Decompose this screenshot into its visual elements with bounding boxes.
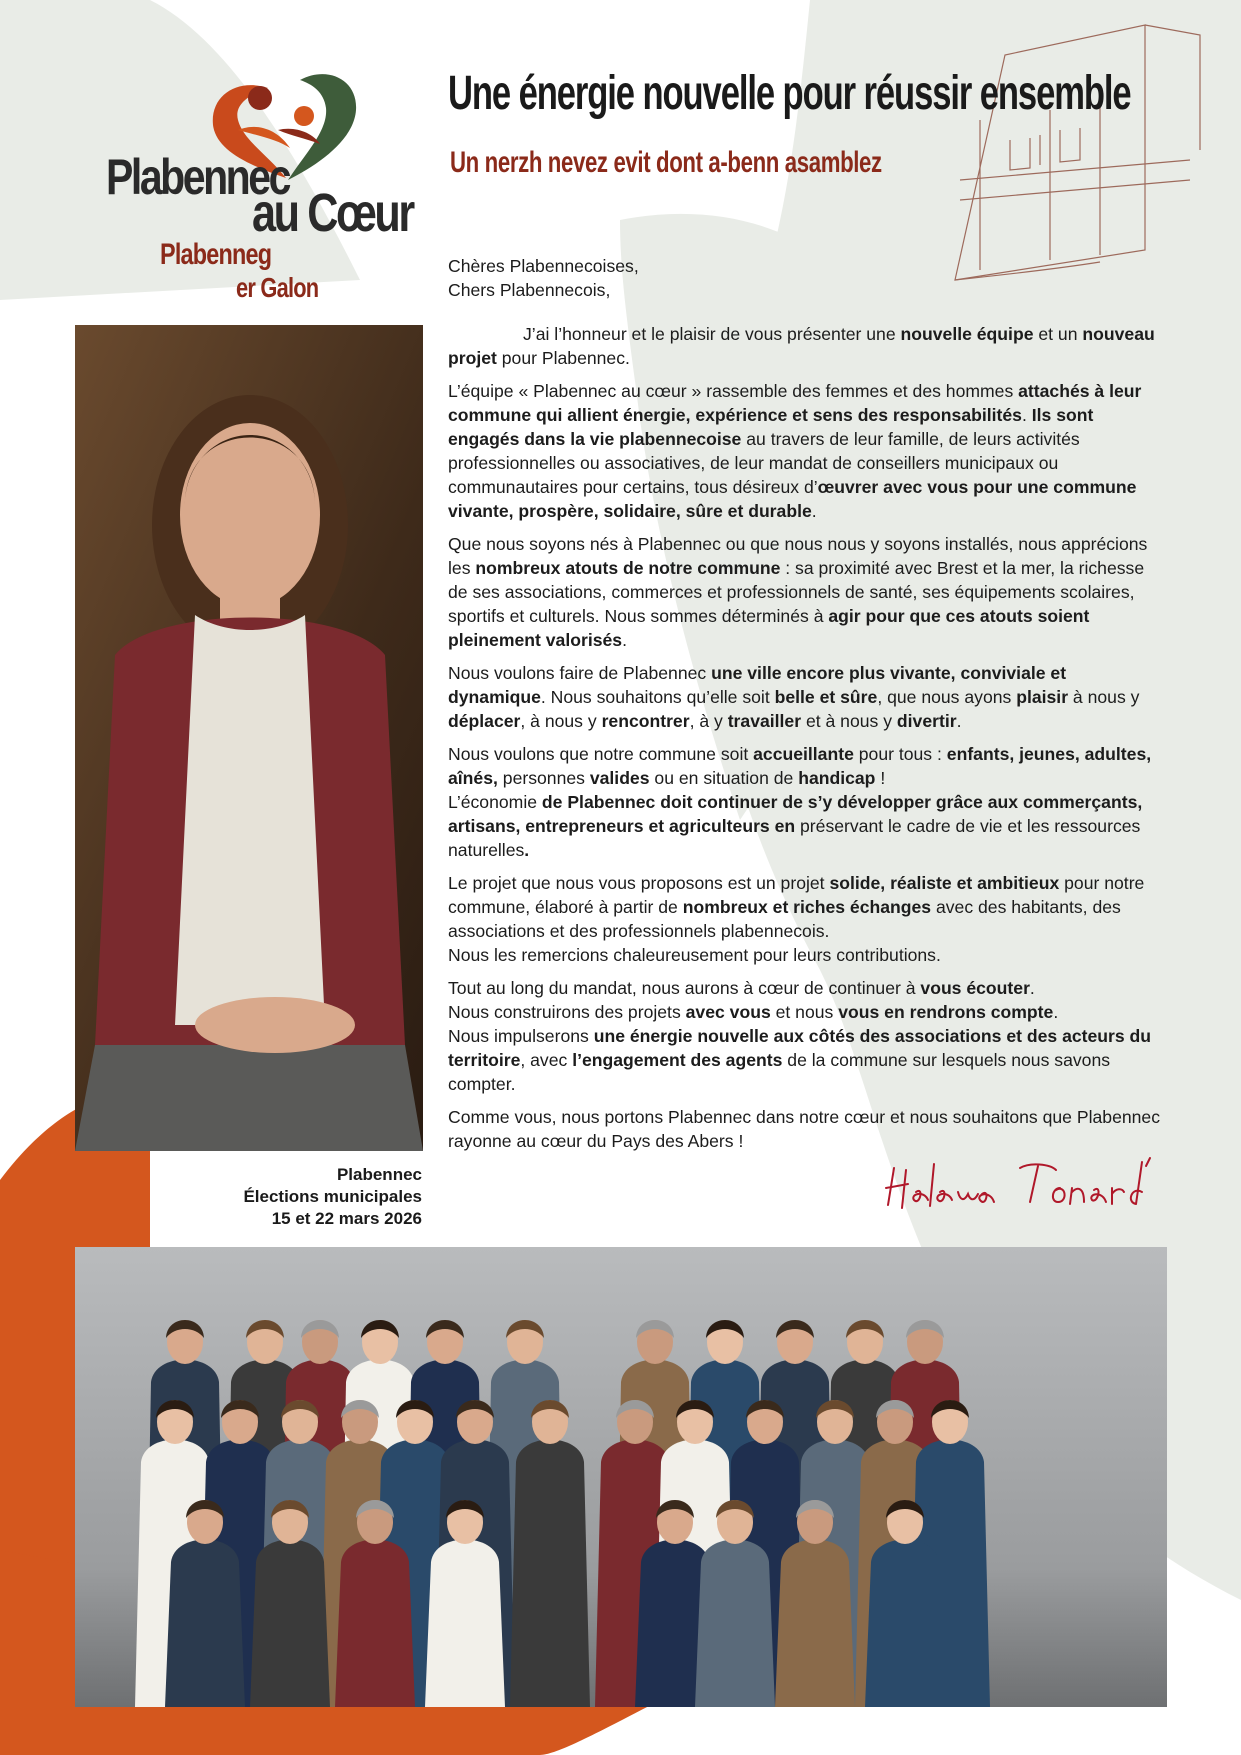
team-member-body [510,1440,590,1708]
letter-paragraph [448,742,1162,862]
body-text: à nous y [1068,687,1140,707]
body-text: pour Plabennec. [496,348,630,368]
body-text: . [1053,1002,1059,1022]
election-dates: 15 et 22 mars 2026 [271,1209,422,1228]
letter-line [448,744,1151,788]
team-group-photo [75,1247,1167,1707]
body-text: au travers de leur famille, de leurs activités professionnelles ou associatives, de leur mandat de conseillers municipaux ou communautaires pour certains, tous désireux d’ [448,429,1080,497]
page-subheadline-breton: Un nerzh nevez evit dont a-benn asamblez [450,146,882,179]
emphasis-text: plaisir [1016,687,1069,707]
emphasis-text: vous en rendrons compte [838,1002,1054,1022]
emphasis-text: travailler [727,711,802,731]
body-text: ou en situation de [649,768,799,788]
letter-paragraph [448,532,1162,652]
emphasis-text: une énergie nouvelle aux côtés des associations et des acteurs du territoire [448,1026,1152,1070]
emphasis-text: valides [589,768,650,788]
letter-body [448,254,1162,1162]
letter-greeting [448,254,1162,302]
body-text: , à y [689,711,728,731]
letter-paragraph [448,976,1162,1096]
campaign-logo [100,70,413,310]
body-text: pour tous : [853,744,947,764]
team-member-body [425,1540,505,1708]
team-member-body [335,1540,415,1708]
logo-breton-line2: er Galon [236,272,319,303]
body-text: ! [875,768,886,788]
letter-paragraph [448,661,1162,733]
body-text: . [811,501,817,521]
emphasis-text: enfants, jeunes, adultes, aînés, [448,744,1152,788]
body-text: avec des habitants, des associations et des professionnels plabennecois. [448,897,1121,941]
team-member-body [775,1540,855,1708]
team-member-body [250,1540,330,1708]
body-text: Le projet que nous vous proposons est un projet [448,873,830,893]
letter-line [448,978,1035,998]
emphasis-text: attachés à leur commune qui allient énergie, expérience et sens des responsabilités [448,381,1142,425]
emphasis-text: l’engagement des agents [572,1050,783,1070]
election-town: Plabennec [336,1165,422,1184]
body-text: , que nous ayons [877,687,1017,707]
body-text: et un [1033,324,1083,344]
emphasis-text: nouveau projet [448,324,1155,368]
logo-breton-line1: Plabenneg [160,238,272,271]
emphasis-text: solide, réaliste et ambitieux [829,873,1060,893]
team-member-body [695,1540,775,1708]
greeting-line-1: Chères Plabennecoises, [448,256,639,276]
team-member-body [865,1540,945,1708]
candidate-portrait-photo [75,325,423,1151]
letter-line [448,792,1142,860]
emphasis-text: Ils sont engagés dans la vie plabennecoise [448,405,1094,449]
body-text: . Nous souhaitons qu’elle soit [540,687,775,707]
body-text: Nous voulons que notre commune soit [448,744,754,764]
emphasis-text: . [524,840,530,860]
emphasis-text: une ville encore plus vivante, conviviale et dynamique [448,663,1067,707]
body-text: Tout au long du mandat, nous aurons à cœur de continuer à [448,978,921,998]
emphasis-text: déplacer [448,711,521,731]
emphasis-text: rencontrer [601,711,690,731]
emphasis-text: de Plabennec doit continuer de s’y développer grâce aux commerçants, artisans, entrepreneurs et agriculteurs en [448,792,1143,836]
emphasis-text: vous écouter [920,978,1030,998]
emphasis-text: nouvelle équipe [900,324,1034,344]
body-text: . [622,630,627,650]
body-text: Nous voulons faire de Plabennec [448,663,712,683]
body-text: Nous impulserons [448,1026,594,1046]
letter-paragraph [448,322,1162,370]
body-text: : sa proximité avec Brest et la mer, la richesse de ses associations, commerces et professionnels de santé, ses équipements scolaires, sportifs et culturels. Nous sommes déterminés à [448,558,1145,626]
emphasis-text: divertir [896,711,957,731]
letter-line: Nous les remercions chaleureusement pour leurs contributions. [448,945,941,965]
greeting-line-2: Chers Plabennecois, [448,280,611,300]
body-text: et à nous y [801,711,897,731]
body-text: préservant le cadre de vie et les ressources naturelles [448,816,1141,860]
body-text: pour notre commune, élaboré à partir de [448,873,1145,917]
handwritten-signature [880,1150,1160,1220]
body-text: L’économie [448,792,538,812]
body-text: , avec [520,1050,573,1070]
logo-title-line1: Plabennec [106,149,289,205]
letter-paragraph [448,871,1162,967]
emphasis-text: handicap [798,768,876,788]
election-event: Élections municipales [243,1187,422,1206]
emphasis-text: nombreux atouts de notre commune [475,558,781,578]
body-text: . [1029,978,1035,998]
emphasis-text: belle et sûre [774,687,878,707]
page-headline: Une énergie nouvelle pour réussir ensemble [448,67,1131,120]
letter-line [448,1002,1058,1022]
emphasis-text: accueillante [753,744,854,764]
body-text: Nous construirons des projets [448,1002,686,1022]
letter-line [448,873,1144,941]
body-text: . [1021,405,1032,425]
letter-paragraph: Comme vous, nous portons Plabennec dans notre cœur et nous souhaitons que Plabennec rayonne au cœur du Pays des Abers ! [448,1107,1161,1151]
emphasis-text: avec vous [685,1002,771,1022]
body-text: et nous [770,1002,839,1022]
body-text: , à nous y [520,711,602,731]
letter-paragraph [448,379,1162,523]
body-text: . [956,711,962,731]
body-text: Que nous soyons nés à Plabennec ou que nous nous y soyons installés, nous apprécions les [448,534,1148,578]
emphasis-text: agir pour que ces atouts soient pleinement valorisés [448,606,1090,650]
body-text: de la commune sur lesquels nous savons compter. [448,1050,1111,1094]
election-info [180,1164,422,1230]
team-member-body [165,1540,245,1708]
body-text: L’équipe « Plabennec au cœur » rassemble des femmes et des hommes [448,381,1019,401]
emphasis-text: œuvrer avec vous pour une commune vivante, prospère, solidaire, sûre et durable [448,477,1137,521]
body-text: J’ai l’honneur et le plaisir de vous présenter une [523,324,901,344]
logo-title-line2: au Cœur [252,183,413,243]
letter-line [448,1026,1151,1094]
body-text: personnes [497,768,590,788]
emphasis-text: nombreux et riches échanges [682,897,932,917]
